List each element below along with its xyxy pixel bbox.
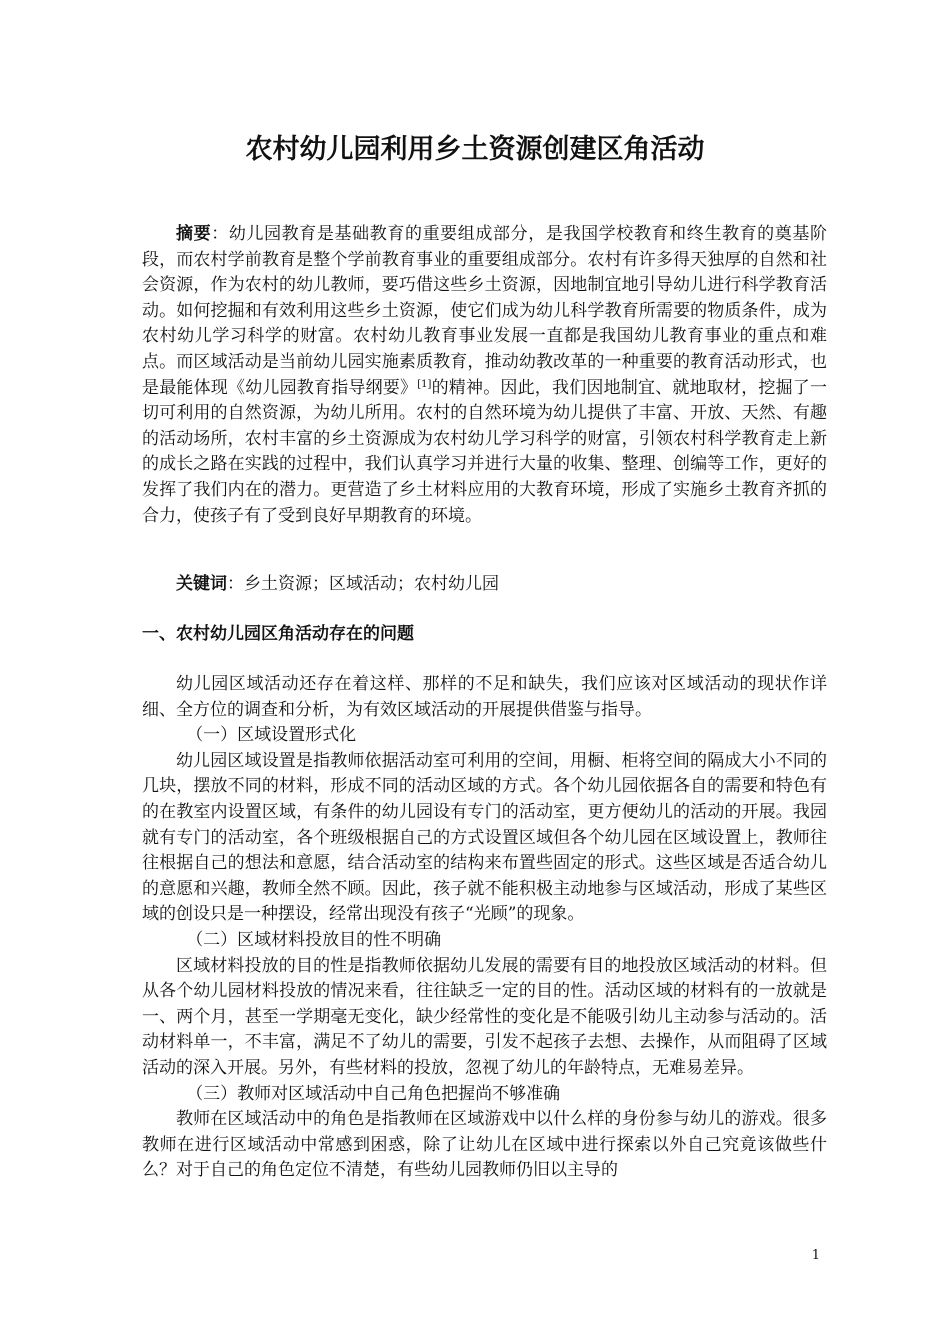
subsection-text-2: 区域材料投放的目的性是指教师依据幼儿发展的需要有目的地投放区域活动的材料。但从各个幼儿园材料投放的情况来看，往往缺乏一定的目的性。活动区域的材料有的一放就是一、两个月，甚至一学期毫无变化，缺少经常性的变化是不能吸引幼儿主动参与活动的。活动材料单一，不丰富，满足不了幼儿的需要，引发不起孩子去想、去操作，从而阻碍了区域活动的深入开展。另外，有些材料的投放，忽视了幼儿的年龄特点，无难易差异。: [142, 955, 827, 1078]
subsection-heading-2: （二）区域材料投放目的性不明确: [186, 929, 442, 950]
subsection-text-3: 教师在区域活动中的角色是指教师在区域游戏中以什么样的身份参与幼儿的游戏。很多教师在进行区域活动中常感到困惑，除了让幼儿在区域中进行探索以外自己究竟该做些什么？对于自己的角色定位不清楚，有些幼儿园教师仍旧以主导的: [142, 1109, 827, 1181]
abstract-paragraph: [142, 222, 827, 529]
section-heading: 一、农村幼儿园区角活动存在的问题: [142, 624, 414, 644]
keywords-paragraph: [142, 572, 827, 598]
page-title: 农村幼儿园利用乡土资源创建区角活动: [245, 134, 705, 165]
keywords-block: [142, 572, 827, 598]
abstract-text-1: ：幼儿园教育是基础教育的重要组成部分，是我国学校教育和终生教育的奠基阶段，而农村学前教育是整个学前教育事业的重要组成部分。农村有许多得天独厚的自然和社会资源，作为农村的幼儿教师，要巧借这些乡土资源，因地制宜地引导幼儿进行科学教育活动。如何挖掘和有效利用这些乡土资源，使它们成为幼儿科学教育所需要的物质条件，成为农村幼儿学习科学的财富。农村幼儿教育事业发展一直都是我国幼儿教育事业的重点和难点。而区域活动是当前幼儿园实施素质教育，推动幼教改革的一种重要的教育活动形式，也是最能体现《幼儿园教育指导纲要》: [142, 224, 828, 398]
section-1: [142, 622, 827, 648]
subsection-heading-1: （一）区域设置形式化: [186, 725, 357, 746]
section-intro-paragraph: 幼儿园区域活动还存在着这样、那样的不足和缺失，我们应该对区域活动的现状作详细、全方位的调查和分析，为有效区域活动的开展提供借鉴与指导。: [142, 674, 827, 720]
section-1-body: [142, 672, 827, 1184]
page-number: 1: [811, 1248, 820, 1263]
subsection-text-1: 幼儿园区域设置是指教师依据活动室可利用的空间，用橱、柜将空间的隔成大小不同的几块，摆放不同的材料，形成不同的活动区域的方式。各个幼儿园依据各自的需要和特色有的在教室内设置区域，有条件的幼儿园设有专门的活动室，更方便幼儿的活动的开展。我园就有专门的活动室，各个班级根据自己的方式设置区域但各个幼儿园在区域设置上，教师往往根据自己的想法和意愿，结合活动室的结构来布置些固定的形式。这些区域是否适合幼儿的意愿和兴趣，教师全然不顾。因此，孩子就不能积极主动地参与区域活动，形成了某些区域的创设只是一种摆设，经常出现没有孩子“光顾”的现象。: [142, 750, 827, 925]
abstract-label: 摘要: [176, 224, 212, 244]
abstract-block: [142, 222, 827, 529]
keywords-label: 关键词: [176, 574, 227, 594]
subsection-heading-3: （三）教师对区域活动中自己角色把握尚不够准确: [186, 1083, 561, 1104]
abstract-text-2: 的精神。因此，我们因地制宜、就地取材，挖掘了一切可利用的自然资源，为幼儿所用。农村的自然环境为幼儿提供了丰富、开放、天然、有趣的活动场所，农村丰富的乡土资源成为农村幼儿学习科学的财富，引领农村科学教育走上新的成长之路在实践的过程中，我们认真学习并进行大量的收集、整理、创编等工作，更好的发挥了我们内在的潜力。更营造了乡土材料应用的大教育环境，形成了实施乡土教育齐抓的合力，使孩子有了受到良好早期教育的环境。: [142, 377, 828, 526]
citation-marker: [1]: [417, 378, 432, 390]
keywords-text: ：乡土资源；区域活动；农村幼儿园: [227, 574, 499, 594]
